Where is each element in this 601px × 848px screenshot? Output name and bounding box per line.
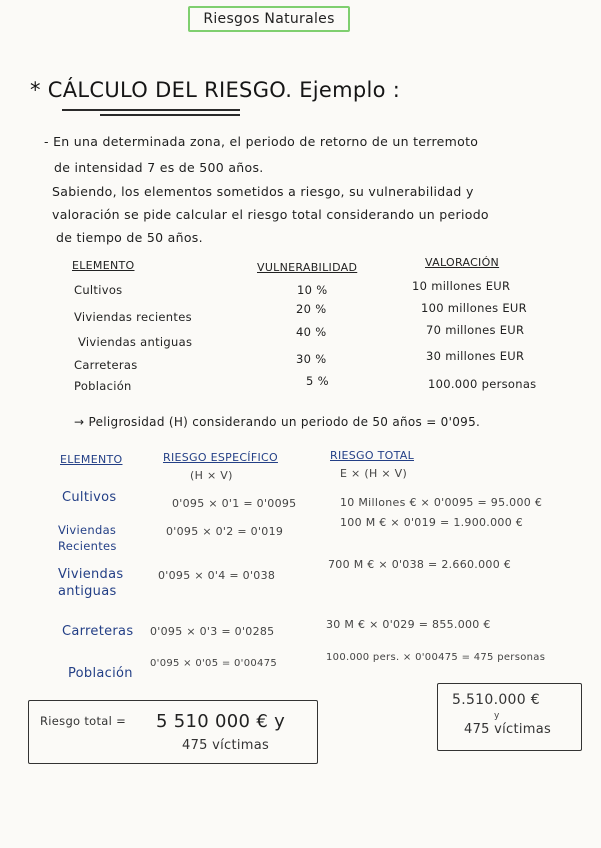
table1-row-2-element: Viviendas recientes [74,310,192,324]
table2-row-1-especifico: 0'095 × 0'1 = 0'0095 [172,497,297,510]
table2-header-elemento: ELEMENTO [60,453,123,466]
title-underline [62,109,240,111]
table2-sub-hv: (H × V) [190,469,233,482]
table2-row-2-especifico: 0'095 × 0'2 = 0'019 [166,525,284,538]
table1-row-3-valor: 70 millones EUR [426,323,525,337]
table1-row-5-valor: 100.000 personas [428,377,537,391]
table2-row-3-element: Viviendas antiguas [58,567,124,599]
table1-row-1-vuln: 10 % [297,283,328,297]
table2-row-5-especifico: 0'095 × 0'05 = 0'00475 [150,658,278,669]
summary-value-1: 5 510 000 € y [156,711,286,732]
page-title: * CÁLCULO DEL RIESGO. Ejemplo : [30,78,401,102]
table1-row-4-vuln: 30 % [296,352,327,366]
table2-row-3-total: 700 M € × 0'038 = 2.660.000 € [328,558,512,571]
table1-row-4-element: Carreteras [74,358,138,372]
intro-line-1: - En una determinada zona, el periodo de retorno de un terremoto [44,134,479,149]
table1-row-3-element: Viviendas antiguas [78,335,193,349]
table2-row-1-element: Cultivos [62,490,117,505]
peligrosidad-line: → Peligrosidad (H) considerando un periodo de 50 años = 0'095. [74,415,481,429]
title-underline-2 [100,114,240,116]
intro-line-3: Sabiendo, los elementos sometidos a riesgo, su vulnerabilidad y [52,184,474,199]
table2-row-2-total: 100 M € × 0'019 = 1.900.000 € [340,516,524,529]
summary-box-left [28,700,318,764]
table1-header-valoracion: VALORACIÓN [425,256,500,269]
summary-right-2: 475 víctimas [464,722,552,737]
table1-header-vulnerabilidad: VULNERABILIDAD [257,261,358,274]
summary-right-y: y [494,711,500,721]
table1-row-5-element: Población [74,379,132,393]
table2-row-5-total: 100.000 pers. × 0'00475 = 475 personas [326,652,546,663]
topic-label: Riesgos Naturales [188,6,350,32]
table2-row-5-element: Población [68,666,133,681]
table2-row-4-element: Carreteras [62,624,134,639]
summary-right-1: 5.510.000 € [452,692,540,708]
intro-line-2: de intensidad 7 es de 500 años. [54,160,264,175]
summary-label: Riesgo total = [40,714,127,728]
table2-row-3-especifico: 0'095 × 0'4 = 0'038 [158,569,276,582]
table1-row-3-vuln: 40 % [296,325,327,339]
table2-row-4-total: 30 M € × 0'029 = 855.000 € [326,618,491,631]
table1-row-4-valor: 30 millones EUR [426,349,525,363]
table2-header-riesgo-total: RIESGO TOTAL [330,449,414,462]
table2-row-2-element: Viviendas Recientes [58,523,117,553]
table2-sub-ehv: E × (H × V) [340,467,408,480]
table1-header-elemento: ELEMENTO [72,259,135,272]
table1-row-5-vuln: 5 % [306,374,329,388]
table1-row-1-element: Cultivos [74,283,123,297]
intro-line-4: valoración se pide calcular el riesgo total considerando un periodo [52,207,489,222]
table1-row-2-valor: 100 millones EUR [421,301,527,315]
table1-row-1-valor: 10 millones EUR [412,279,511,293]
table2-row-1-total: 10 Millones € × 0'0095 = 95.000 € [340,496,543,509]
table2-header-riesgo-especifico: RIESGO ESPECÍFICO [163,451,278,464]
table2-row-4-especifico: 0'095 × 0'3 = 0'0285 [150,625,275,638]
intro-line-5: de tiempo de 50 años. [56,230,203,245]
table1-row-2-vuln: 20 % [296,302,327,316]
summary-value-2: 475 víctimas [182,738,270,753]
